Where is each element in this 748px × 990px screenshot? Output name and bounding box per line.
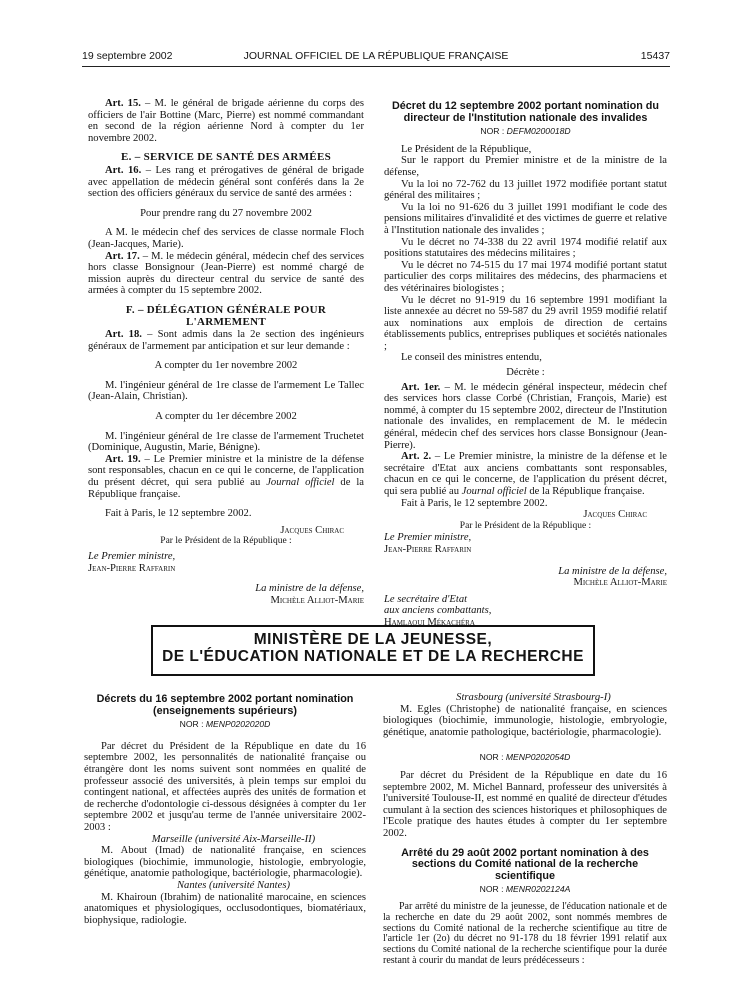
decrees-title: Décrets du 16 septembre 2002 portant nomination (enseignements supérieurs)	[96, 693, 354, 717]
pm-title-2: Le Premier ministre,	[384, 532, 472, 544]
vu-decret-91-919: Vu le décret no 91-919 du 16 septembre 1991 modifiant la liste annexée au décret no 59-587 du 29 avril 1959 modifié relatif aux nominations aux emplois de direction de certains établissements publics, entreprises publiques et sociétés nationales ;	[384, 294, 667, 352]
nor-reference-3: NOR : MENP0202054D	[479, 752, 571, 763]
vu-decret-74-515: Vu le décret no 74-515 du 17 mai 1974 modifié portant statut particulier des corps militaires des médecins, des pharmaciens et des vétérinaires biologistes ;	[384, 259, 667, 294]
section-e-heading: E. – SERVICE DE SANTÉ DES ARMÉES	[120, 151, 332, 164]
signature-chirac: Jacques Chirac	[280, 524, 344, 536]
ministry-line-1: MINISTÈRE DE LA JEUNESSE,	[253, 631, 493, 648]
left-bottom-column	[84, 694, 366, 926]
page-header	[82, 47, 670, 65]
president-line: Le Président de la République,	[400, 143, 532, 155]
vu-loi-72-762: Vu la loi no 72-762 du 13 juillet 1972 modifiée portant statut général des militaires ;	[384, 178, 667, 202]
decree-paragraph: Par décret du Président de la République en date du 16 septembre 2002, les personnalités de nationalité française ou étrangère dont les noms suivent sont nommées en qualité de professeur associé des universités, à plein temps sur emploi du contingent national, et affectées auprès des unités de formation et de recherche d'odontologie ci-dessous désignées à compter du 1er septembre 2002 et jusqu'au terme de l'année universitaire 2002-2003 :	[84, 740, 366, 833]
article-1: Art. 1er. – M. le médecin général inspecteur, médecin chef des services hors classe Corbé (Christian, François, Marie) est nommé, à compter du 15 septembre 2002, directeur de l'Institution nationale des invalides, en remplacement de M. le médecin général, médecin chef des services hors classe Bonsignour (Jean-Pierre).	[384, 381, 667, 451]
subheading-nantes: Nantes (université Nantes)	[176, 879, 290, 891]
pm-name-2: Jean-Pierre Raffarin	[384, 543, 472, 555]
pm-name: Jean-Pierre Raffarin	[88, 562, 176, 574]
article-17: Art. 17. – M. le médecin général, médecin chef des services hors classe Bonsignour (Jean-Pierre) est nommé chargé de mission auprès du directeur central du service de santé des armées à compter du 15 septembre 2002.	[88, 250, 364, 297]
vu-decret-74-338: Vu le décret no 74-338 du 22 avril 1974 modifié relatif aux positions statutaires des médecins militaires ;	[384, 236, 667, 260]
par-le-president: Par le Président de la République :	[160, 536, 292, 547]
header-journal-title: JOURNAL OFFICIEL DE LA RÉPUBLIQUE FRANÇAISE	[243, 50, 509, 62]
decree-title: Décret du 12 septembre 2002 portant nomination du directeur de l'Institution nationale des invalides	[392, 100, 659, 124]
decrete-line: Décrète :	[506, 367, 545, 379]
se-title-2: aux anciens combattants,	[384, 605, 492, 617]
tallec-paragraph: M. l'ingénieur général de 1re classe de l'armement Le Tallec (Jean-Alain, Christian).	[88, 379, 364, 403]
article-2: Art. 2. – Le Premier ministre, la ministre de la défense et le secrétaire d'Etat aux anciens combattants sont responsables, chacun en ce qui le concerne, de l'application du présent décret, qui sera publié au Journal officiel de la République française.	[384, 451, 667, 497]
header-date: 19 septembre 2002	[82, 50, 173, 62]
minister-title-2: La ministre de la défense,	[558, 565, 667, 577]
nor-reference-2: NOR : MENP0202020D	[179, 719, 271, 730]
nor-reference: NOR : DEFM0200018D	[480, 126, 571, 137]
conseil-line: Le conseil des ministres entendu,	[400, 352, 542, 364]
section-f-heading: F. – DÉLÉGATION GÉNÉRALE POUR L'ARMEMENT	[125, 303, 327, 328]
date-november: A compter du 1er novembre 2002	[154, 360, 298, 372]
article-15: Art. 15. – M. le général de brigade aérienne du corps des officiers de l'air Bottine (Marc, Pierre) est nommé commandant en second de la région aérienne Nord à compter du 1er novembre 2002.	[88, 98, 364, 144]
floch-paragraph: A M. le médecin chef des services de classe normale Floch (Jean-Jacques, Marie).	[88, 227, 364, 250]
truchetet-paragraph: M. l'ingénieur général de 1re classe de l'armement Truchetet (Dominique, Augustin, Marie, Bénigne).	[88, 430, 364, 454]
vu-loi-91-626: Vu la loi no 91-626 du 3 juillet 1991 modifiant le code des pensions militaires d'invalidité et des victimes de guerre et relative à l'Institution nationale des invalides ;	[384, 201, 667, 236]
left-top-column	[88, 98, 364, 606]
bannard-paragraph: Par décret du Président de la République en date du 16 septembre 2002, M. Michel Bannard, professeur des universités à l'université Toulouse-II, est nommé en qualité de directeur d'études cumulant à la section des sciences historiques et philosophiques de l'Ecole pratique des hautes études à compter du 1er septembre 2002.	[383, 769, 667, 839]
subheading-strasbourg: Strasbourg (université Strasbourg-I)	[456, 692, 611, 703]
about-paragraph: M. About (Imad) de nationalité française, en sciences biologiques (biochimie, immunologie, histologie, embryologie, génétique, anatomie pathologique, bactériologie, pharmacologie).	[84, 845, 366, 880]
pm-title: Le Premier ministre,	[88, 551, 176, 562]
header-page-number: 15437	[640, 50, 670, 62]
egles-paragraph: M. Egles (Christophe) de nationalité française, en sciences biologiques (biochimie, immunologie, histologie, embryologie, génétique, anatomie pathologique, bactériologie, pharmacologie).	[383, 703, 667, 738]
arrete-paragraph: Par arrêté du ministre de la jeunesse, de l'éducation nationale et de la recherche en date du 29 août 2002, sont nommés membres de sections du Comité national de la recherche scientifique au titre de l'article 1er (2o) du décret no 91-178 du 18 février 1991 relatif aux sections du Comité national de la recherche scientifique pour la durée restant à courir du mandat de leurs prédécesseurs :	[383, 900, 667, 966]
fait-a-paris-2: Fait à Paris, le 12 septembre 2002.	[400, 497, 548, 509]
arrete-title: Arrêté du 29 août 2002 portant nomination à des sections du Comité national de la recherche scientifique	[401, 846, 649, 882]
rank-date: Pour prendre rang du 27 novembre 2002	[140, 207, 312, 219]
minister-name-2: Michèle Alliot-Marie	[573, 577, 667, 589]
date-december: A compter du 1er décembre 2002	[155, 411, 297, 423]
vu-rapport: Sur le rapport du Premier ministre et de la ministre de la défense,	[384, 155, 667, 178]
par-le-president-2: Par le Président de la République :	[459, 520, 592, 531]
se-name: Hamlaoui Mékachéra	[384, 616, 475, 628]
right-bottom-column	[383, 692, 667, 967]
ministry-line-2: DE L'ÉDUCATION NATIONALE ET DE LA RECHERCHE	[162, 648, 584, 665]
article-18: Art. 18. – Sont admis dans la 2e section des ingénieurs généraux de l'armement par anticipation et sur leur demande :	[88, 329, 365, 352]
article-16: Art. 16. – Les rang et prérogatives de général de brigade avec appellation de médecin général sont conférés dans la 2e section des officiers généraux du service de santé des armées :	[88, 164, 364, 200]
article-19: Art. 19. – Le Premier ministre et la ministre de la défense sont responsables, chacun en ce qui le concerne, de l'application du présent décret, qui sera publié au Journal officiel de la République française.	[88, 453, 364, 500]
ministry-heading-box	[151, 625, 595, 676]
subheading-marseille: Marseille (université Aix-Marseille-II)	[151, 833, 316, 845]
minister-name: Michèle Alliot-Marie	[270, 594, 364, 606]
minister-title: La ministre de la défense,	[255, 583, 364, 595]
fait-a-paris: Fait à Paris, le 12 septembre 2002.	[104, 508, 252, 520]
nor-reference-4: NOR : MENR0202124A	[479, 884, 571, 895]
khairoun-paragraph: M. Khairoun (Ibrahim) de nationalité marocaine, en sciences anatomiques et physiologiques, occlusodontiques, biomatériaux, biophysique, radiologie.	[84, 891, 366, 926]
header-rule	[82, 66, 670, 67]
right-top-column	[384, 101, 667, 629]
se-title-1: Le secrétaire d'Etat	[384, 593, 468, 605]
signature-chirac-2: Jacques Chirac	[583, 509, 647, 521]
